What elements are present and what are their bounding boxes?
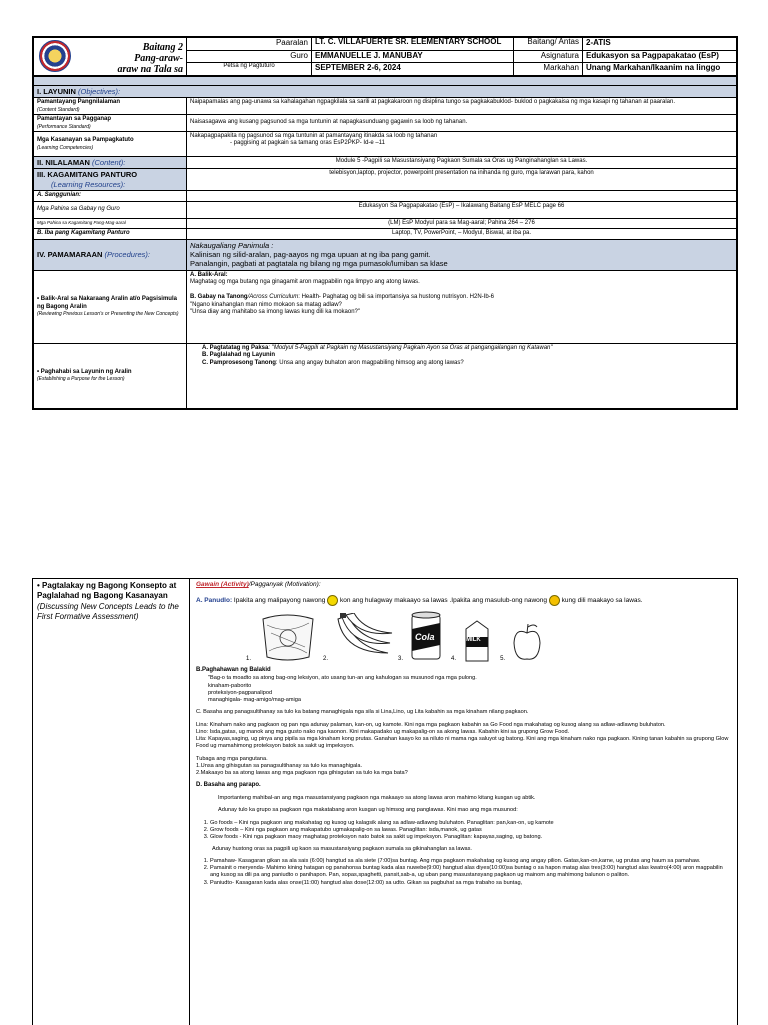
list-item: 3. Glow foods - Kini nga pagkaon maoy maghatag proteksyon nato batok sa sakit ug impeksyon. Panaglitan: kapayas,saging, ug batong. [210,834,731,841]
nilalaman-text: Module 5 -Pagpili sa Masustansiyang Pagkaon Sumala sa Oras ug Panginahanglan sa Lawas. [187,156,737,168]
happy-face-icon [327,595,338,606]
content-standard-label: Pamantayang Pangnilalaman (Content Standard) [34,98,187,115]
iba-pang-text: Laptop, TV, PowerPoint, – Modyul, Biswal, at iba pa. [187,229,737,240]
asignatura-label: Asignatura [514,50,583,63]
header-table [33,37,737,76]
balakid-section: B.Paghahawan ng Balakid "Bag-o ta moadto sa atong bag-ong leksiyon, ato usang tun-an ang kahulogan sa musunod nga mga pulong. kinaham-paborito proteksiyon-pagpanalipod managhigala- mag-amigo/mag-amiga [196,667,477,704]
tubaga-section: Tubaga ang mga pangutana. 1.Unsa ang gihisgutan sa panagsultihanay sa tulo ka managhigala. 2.Makaayo ba sa atong lawas ang mga pagkaon nga gihisgutan sa tulo ka mga bata? [196,755,408,777]
content-table [33,76,737,409]
petsa-value: SEPTEMBER 2-6, 2024 [312,63,514,76]
parapo-title: D. Basaha ang parapo. [196,782,261,789]
pagtalakay-label: • Pagtalakay ng Bagong Konsepto at Paglalahad ng Bagong Kasanayan (Discussing New Concepts Leads to the First Formative Assessment) [33,579,190,1025]
kagamitang-text: telebisyon,laptop, projector, powerpoint presentation na inihanda ng guro, mga larawan para, kahon [187,169,737,191]
paaralan-value: LT. C. VILLAFUERTE SR. ELEMENTARY SCHOOL [312,38,514,51]
gabay-label: Mga Pahina sa Gabay ng Guro [34,201,187,218]
list-item: 2. Grow foods – Kini nga pagkaon ang makapatubo ugmakapalig-on sa lawas. Panaglitan: isda,manok, ug gatas [210,827,731,834]
kagamitang-pang-mag-aaral-text: (LM) EsP Modyul para sa Mag-aaral; Pahina 264 – 276 [187,218,737,229]
kagamitang-heading: III. KAGAMITANG PANTURO (Learning Resources): [34,169,187,191]
asignatura-value: Edukasyon sa Pagpapakatao (EsP) [583,50,737,63]
plan-title: Baitang 2 Pang-araw- araw na Tala sa [117,42,183,75]
competencies-text: Nakapagpapakita ng pagsunod sa mga tuntunin at pamantayang itinakda sa loob ng tahanan - paggising at pagkain sa tamang oras EsP2PKP- Id-e –11 [187,131,737,156]
layunin-heading: I. LAYUNIN (Objectives): [34,86,737,98]
pamamaraan-heading: IV. PAMAMARAAN (Procedures): [34,239,187,270]
food-group-list [196,820,731,842]
paghahabi-content: A. Pagtatatag ng Paksa: "Modyul 5-Pagpili at Pagkain ng Masustansiyang Pagkain Ayon sa Oras at pangangailangan ng Katawan" B. Paglalahad ng Layunin C. Pamprosesong Tanong: Unsa ang angay buhaton aron magpabiling himsog ang atong lawas? [187,343,737,408]
content-standard-text: Naipapamalas ang pag-unawa sa kahalagahan ngpagkilala sa sarili at pagkakaroon ng disiplina tungo sa pagkakabuklod- buklod o pagkakaisa ng mga kasapi ng tahanan at paaralan. [187,98,737,115]
parapo-p1: Importanteng mahibal-an ang mga masustansiyang pagkaon nga makaayo sa atong lawas aron mahimo kitang kusgan ug abtik. [218,795,536,802]
competencies-label: Mga Kasanayan sa Pampagkatuto (Learning Competencies) [34,131,187,156]
baitang-value: 2-ATIS [583,38,737,51]
list-item: 1. Go foods – Kini nga pagkaon ang makahatag og kusog ug kalagsik alang sa adlaw-adlawng buluhaton. Panaglitan: pan,kan-on, ug kamote [210,820,731,827]
gawain-heading: Gawain (Activity) [196,581,249,588]
lesson-plan-page-2 [32,578,738,1025]
parapo-p3: Adunay hustong oras sa pagpili ug kaon sa masustansiyang pagkaon sumala sa gikinahanglan sa lawas. [212,845,472,852]
panudlo: A. Panudlo: Ipakita ang malipayong nawong kon ang hulagway makaayo sa lawas .Ipakita ang masulub-ong nawong kung dili maakayo sa lawas. [196,595,731,606]
performance-standard-label: Pamantayan sa Pagganap (Performance Standard) [34,115,187,132]
iba-pang-label: B. Iba pang Kagamitang Panturo [34,229,187,240]
panimula-block: Nakaugaliang Panimula : Kalinisan ng silid-aralan, pag-aayos ng mga upuan at ng iba pang gamit. Panalangin, pagbati at pagtatala ng bilang ng mga pumasok/lumiban sa klase [187,239,737,270]
meal-time-list [196,858,731,887]
food-images-row: 1. 2. 3. 4. 5. [246,611,731,663]
school-logo-cell [34,38,187,76]
deped-seal-icon [39,40,71,72]
banana-icon [334,613,394,663]
chips-bag-icon [257,611,319,663]
baitang-label: Baitang/ Antas [514,38,583,51]
sanggunian-value [187,191,737,202]
list-item: 2. Pamainit o meryenda- Mahimo kining hatagan og panahonsa buntag kada alas nuwebe(9:00) hangtud alas diyes(10:00)sa buntag o sa hapon matag alas tres(3:00) hangtud alas kwatro(4:00) aron magpabilin ang kusog sa dili pa ang paniudto o panihapon. Pan, sopas,spaghetti, pansit,sab-a, ug uban pang masustansyang pagkaon ug mainom ang mahimong balunon o paliton. [210,865,731,880]
paaralan-label: Paaralan [187,38,312,51]
parapo-p2: Adunay tulo ka grupo sa pagkaon nga makatabang aron kusgan ug himsog ang panglawas. Kini mao ang mga musunod: [218,807,518,814]
paghahabi-label: • Paghahabi sa Layunin ng Aralin (Establishing a Purpose for the Lesson) [34,343,187,408]
nilalaman-heading: II. NILALAMAN (Content): [34,156,187,168]
sanggunian-label: A. Sanggunian: [34,191,187,202]
pagtalakay-content: Gawain (Activity)/Pagganyak (Motivation): A. Panudlo: Ipakita ang malipayong nawong kon ang hulagway makaayo sa lawas .Ipakita ang masulub-ong nawong kung dili maakayo sa lawas. 1. 2. 3. 4. 5. B.Paghahawan ng Balakid "Bag-o ta moadto sa atong bag-ong leksiyon, ato usang tun-an ang kahulogan sa musunod nga mga pulong. kinaham-paborito proteksiyon-pagpanalipod managhigala- mag-amigo/mag-amiga C. Basaha ang panagsultihanay sa tulo ka batang managhigala nga sila si Lina,Lino, ug Lita kabahin sa mga kinaham nilang pagkaon. Lina: Kinaham nako ang pagkaon og pan nga adunay palaman, kan-on, ug kamote. Kini nga mga pagkaon kabahin sa Go Food nga makahatag og kusog alang sa adlaw-adlawng buluhaton. Lino: Isda,gatas, ug manok ang mga gusto nako nga kaonon. Kini makapadako ug makapalig-on sa akong lawas. Kabahin kini sa grupong Grow Food. Lita: Kapayas,saging, ug pinya ang pipila sa mga kinaham kong prutas. Ganahan kaayo ko sa niluto ni mama nga saluyot ug batong. Kini ang mga kinaham nako nga pagkaon. Kining tanan kabahin sa grupong Glow Food ug mamahimong proteksyon batok sa sakit ug impeksyon. Tubaga ang mga pangutana. 1.Unsa ang gihisgutan sa panagsultihanay sa tulo ka managhigala. 2.Makaayo ba sa atong lawas ang mga pagkaon nga gihisgutan sa tulo ka mga bata? D. Basaha ang parapo. Importanteng mahibal-an ang mga masustansiyang pagkaon nga makaayo sa atong lawas aron mahimo kitang kusgan ug abtik. Adunay tulo ka grupo sa pagkaon nga makatabang aron kusgan ug himsog ang panglawas. Kini mao ang mga musunod: 1. Go foods – Kini nga pagkaon ang makahatag og kusog ug kalagsik alang sa adlaw-adlawng buluhaton. Panaglitan: pan,kan-on, ug kamote 2. Grow foods – Kini nga pagkaon ang makapatubo ugmakapalig-on sa lawas. Panaglitan: isda,manok, ug gatas 3. Glow foods - Kini nga pagkaon maoy maghatag proteksyon nato batok sa sakit ug impeksyon. Panaglitan: kapayas,saging, ug batong. Adunay hustong oras sa pagpili ug kaon sa masustansiyang pagkaon sumala sa gikinahanglan sa lawas. 1. Pamahaw- Kasagaran gikan sa ala sais (6:00) hangtud sa ala siete (7:00)sa buntag. Ang mga pagkaon makahatag og kusog ang angay pilion. Gatas,kan-on,karne, ug prutas ang haum sa pamahaw. 2. Pamainit o meryenda- Mahimo kining hatagan og panahonsa buntag kada alas nuwebe(9:00) hangtud alas diyes(10:00)sa buntag o sa hapon matag alas tres(3:00) hangtud alas kwatro(4:00) aron magpabilin ang kusog sa dili pa ang paniudto o panihapon. Pan, sopas,spaghetti, pansit,sab-a, ug uban pang masustansyang pagkaon ug mainom ang mahimong balunon o paliton. 3. Paniudto- Kasagaran kada alas onse(11:00) hangtud alas dose(12:00) sa udto. Gikan sa pagbuhat sa mga trabaho sa buntag, [190,579,737,1025]
markahan-label: Markahan [514,63,583,76]
list-item: 3. Paniudto- Kasagaran kada alas onse(11:00) hangtud alas dose(12:00) sa udto. Gikan sa pagbuhat sa mga trabaho sa buntag, [210,880,731,887]
dialogue: Lina: Kinaham nako ang pagkaon og pan nga adunay palaman, kan-on, ug kamote. Kini nga mga pagkaon kabahin sa Go Food nga makahatag og kusog alang sa adlaw-adlawng buluhaton. Lino: Isda,gatas, ug manok ang mga gusto nako nga kaonon. Kini makapadako ug makapalig-on sa akong lawas. Kabahin kini sa grupong Grow Food. Lita: Kapayas,saging, ug pinya ang pipila sa mga kinaham kong prutas. Ganahan kaayo ko sa niluto ni mama nga saluyot ug batong. Kini ang mga kinaham nako nga pagkaon. Kining tanan kabahin sa grupong Glow Food ug mamahimong proteksyon batok sa sakit ug impeksyon. [196,721,729,750]
gabay-text: Edukasyon Sa Pagpapakatao (EsP) – Ikalawang Baitang EsP MELC page 66 [187,201,737,218]
apple-icon [511,621,543,663]
list-item: 1. Pamahaw- Kasagaran gikan sa ala sais (6:00) hangtud sa ala siete (7:00)sa buntag. Ang mga pagkaon makahatag og kusog ang angay pilion. Gatas,kan-on,karne, ug prutas ang haum sa pamahaw. [210,858,731,865]
markahan-value: Unang Markahan/Ikaanim na linggo [583,63,737,76]
panagsultihanay-intro: C. Basaha ang panagsultihanay sa tulo ka batang managhigala nga sila si Lina,Lino, ug Lita kabahin sa mga kinaham nilang pagkaon. [196,709,529,716]
guro-value: EMMANUELLE J. MANUBAY [312,50,514,63]
balik-aral-label: • Balik-Aral sa Nakaraang Aralin at/o Pagsisimula ng Bagong Aralin (Reviewing Previous Lesson's or Presenting the New Concepts) [34,270,187,343]
sad-face-icon [549,595,560,606]
lesson-plan-page-1 [32,36,738,410]
balik-aral-content: A. Balik-Aral: Maghatag og mga butang nga ginagamit aron magpabilin nga limpyo ang atong lawas. B. Gabay na Tanong/Across Curriculum: Health- Paghatag og bili sa importansiya sa hustong nutrisyon. H2N-Ib-6 "Ngano kinahanglan man nimo mokaon sa matag adlaw? "Unsa diay ang mahitabo sa imong lawas kung dili ka mokaon?" [187,270,737,343]
petsa-label: Petsa ng Pagtuturo [187,63,312,76]
guro-label: Guro [187,50,312,63]
spacer-row [34,77,737,86]
kagamitang-pang-mag-aaral-label: Mga Pahina sa Kagamitang Pang-Mag-aaral [34,218,187,229]
performance-standard-text: Naisasagawa ang kusang pagsunod sa mga tuntunin at napagkasunduang gagawin sa loob ng tahanan. [187,115,737,132]
